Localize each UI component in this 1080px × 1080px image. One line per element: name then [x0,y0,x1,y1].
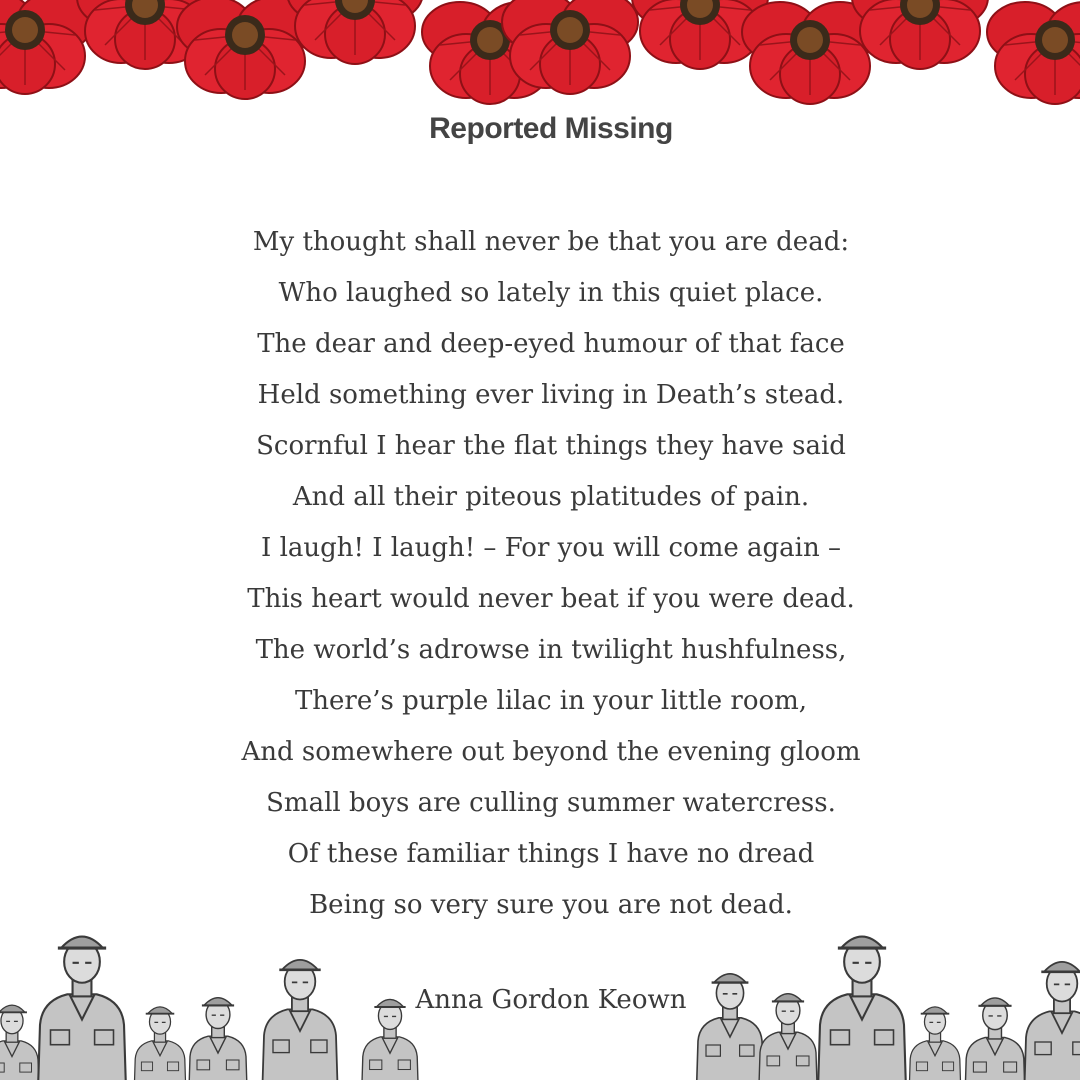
poem-line: My thought shall never be that you are dead: [252,227,850,257]
poem-line: Scornful I hear the flat things they have said [256,431,846,461]
poppy-border [0,0,1080,125]
poem-title: Reported Missing [429,112,673,145]
poem-line: And all their piteous platitudes of pain. [292,482,810,512]
poem-author: Anna Gordon Keown [415,985,687,1015]
poem-line: The dear and deep-eyed humour of that face [257,329,845,359]
poem-line: Small boys are culling summer watercress. [266,788,836,818]
poem-line: Of these familiar things I have no dread [287,839,815,869]
poem-line: Being so very sure you are not dead. [309,890,793,920]
poem-line: Who laughed so lately in this quiet place. [278,278,824,308]
poem-line: Held something ever living in Death’s stead. [257,380,845,410]
poem-line: This heart would never beat if you were dead. [247,584,855,614]
poem-line: The world’s adrowse in twilight hushfulness, [255,635,847,665]
poem-line: There’s purple lilac in your little room, [294,686,808,716]
poem-stanza [0,217,1080,931]
poem-line: I laugh! I laugh! – For you will come again – [261,533,841,563]
poem-line: And somewhere out beyond the evening gloom [241,737,861,767]
